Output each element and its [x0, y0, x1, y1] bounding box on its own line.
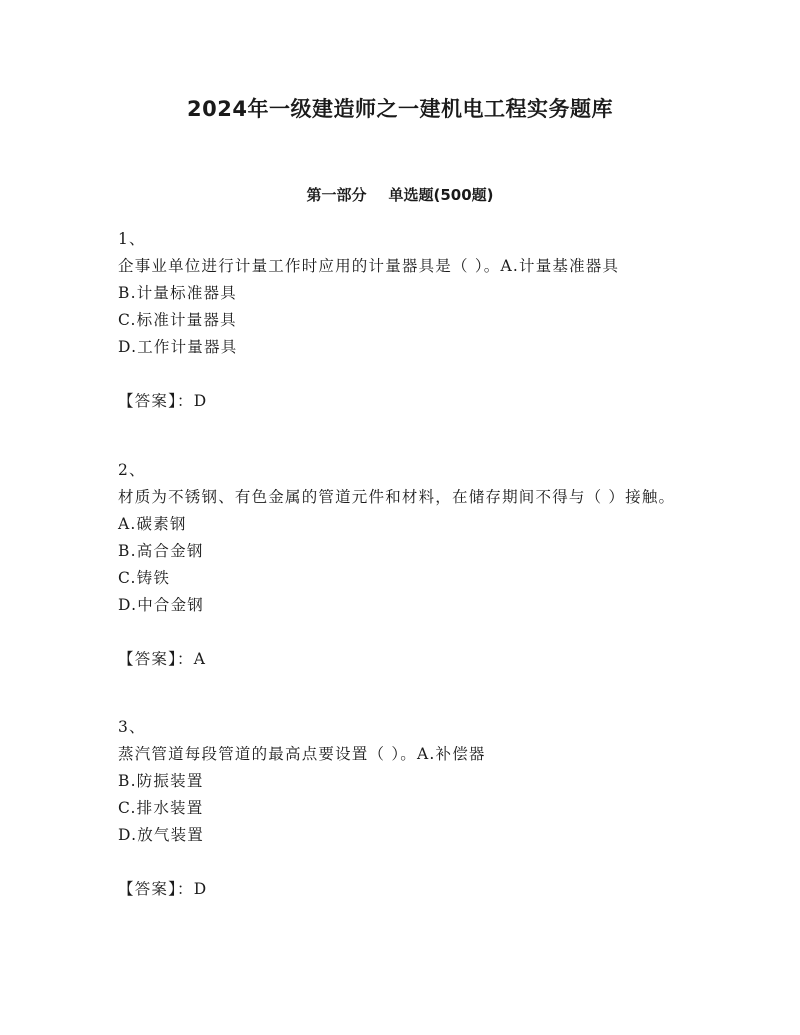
question-number: 3、: [118, 718, 146, 736]
question-stem: 企事业单位进行计量工作时应用的计量器具是（ ）。A.计量基准器具: [118, 257, 620, 275]
option: A.碳素钢: [118, 515, 187, 533]
option: B.计量标准器具: [118, 284, 237, 302]
answer: 【答案】：A: [118, 650, 207, 668]
page-title: 2024年一级建造师之一建机电工程实务题库: [187, 97, 613, 121]
question-1: [118, 226, 688, 415]
section-heading: [0, 184, 800, 206]
option: D.中合金钢: [118, 596, 205, 614]
answer: 【答案】：D: [118, 392, 208, 410]
question-number: 1、: [118, 230, 146, 248]
option: D.放气装置: [118, 826, 205, 844]
question-3: [118, 714, 688, 903]
question-stem: 蒸汽管道每段管道的最高点要设置（ ）。A.补偿器: [118, 745, 486, 763]
option: C.铸铁: [118, 569, 171, 587]
answer: 【答案】：D: [118, 880, 208, 898]
option: D.工作计量器具: [118, 338, 238, 356]
question-number: 2、: [118, 461, 146, 479]
question-2: [118, 457, 688, 673]
section-name: 单选题(500题): [388, 186, 494, 204]
option: C.排水装置: [118, 799, 204, 817]
option: B.防振装置: [118, 772, 204, 790]
section-part: 第一部分: [306, 186, 367, 204]
question-stem: 材质为不锈钢、有色金属的管道元件和材料，在储存期间不得与（ ）接触。: [118, 488, 676, 506]
option: C.标准计量器具: [118, 311, 237, 329]
option: B.高合金钢: [118, 542, 204, 560]
